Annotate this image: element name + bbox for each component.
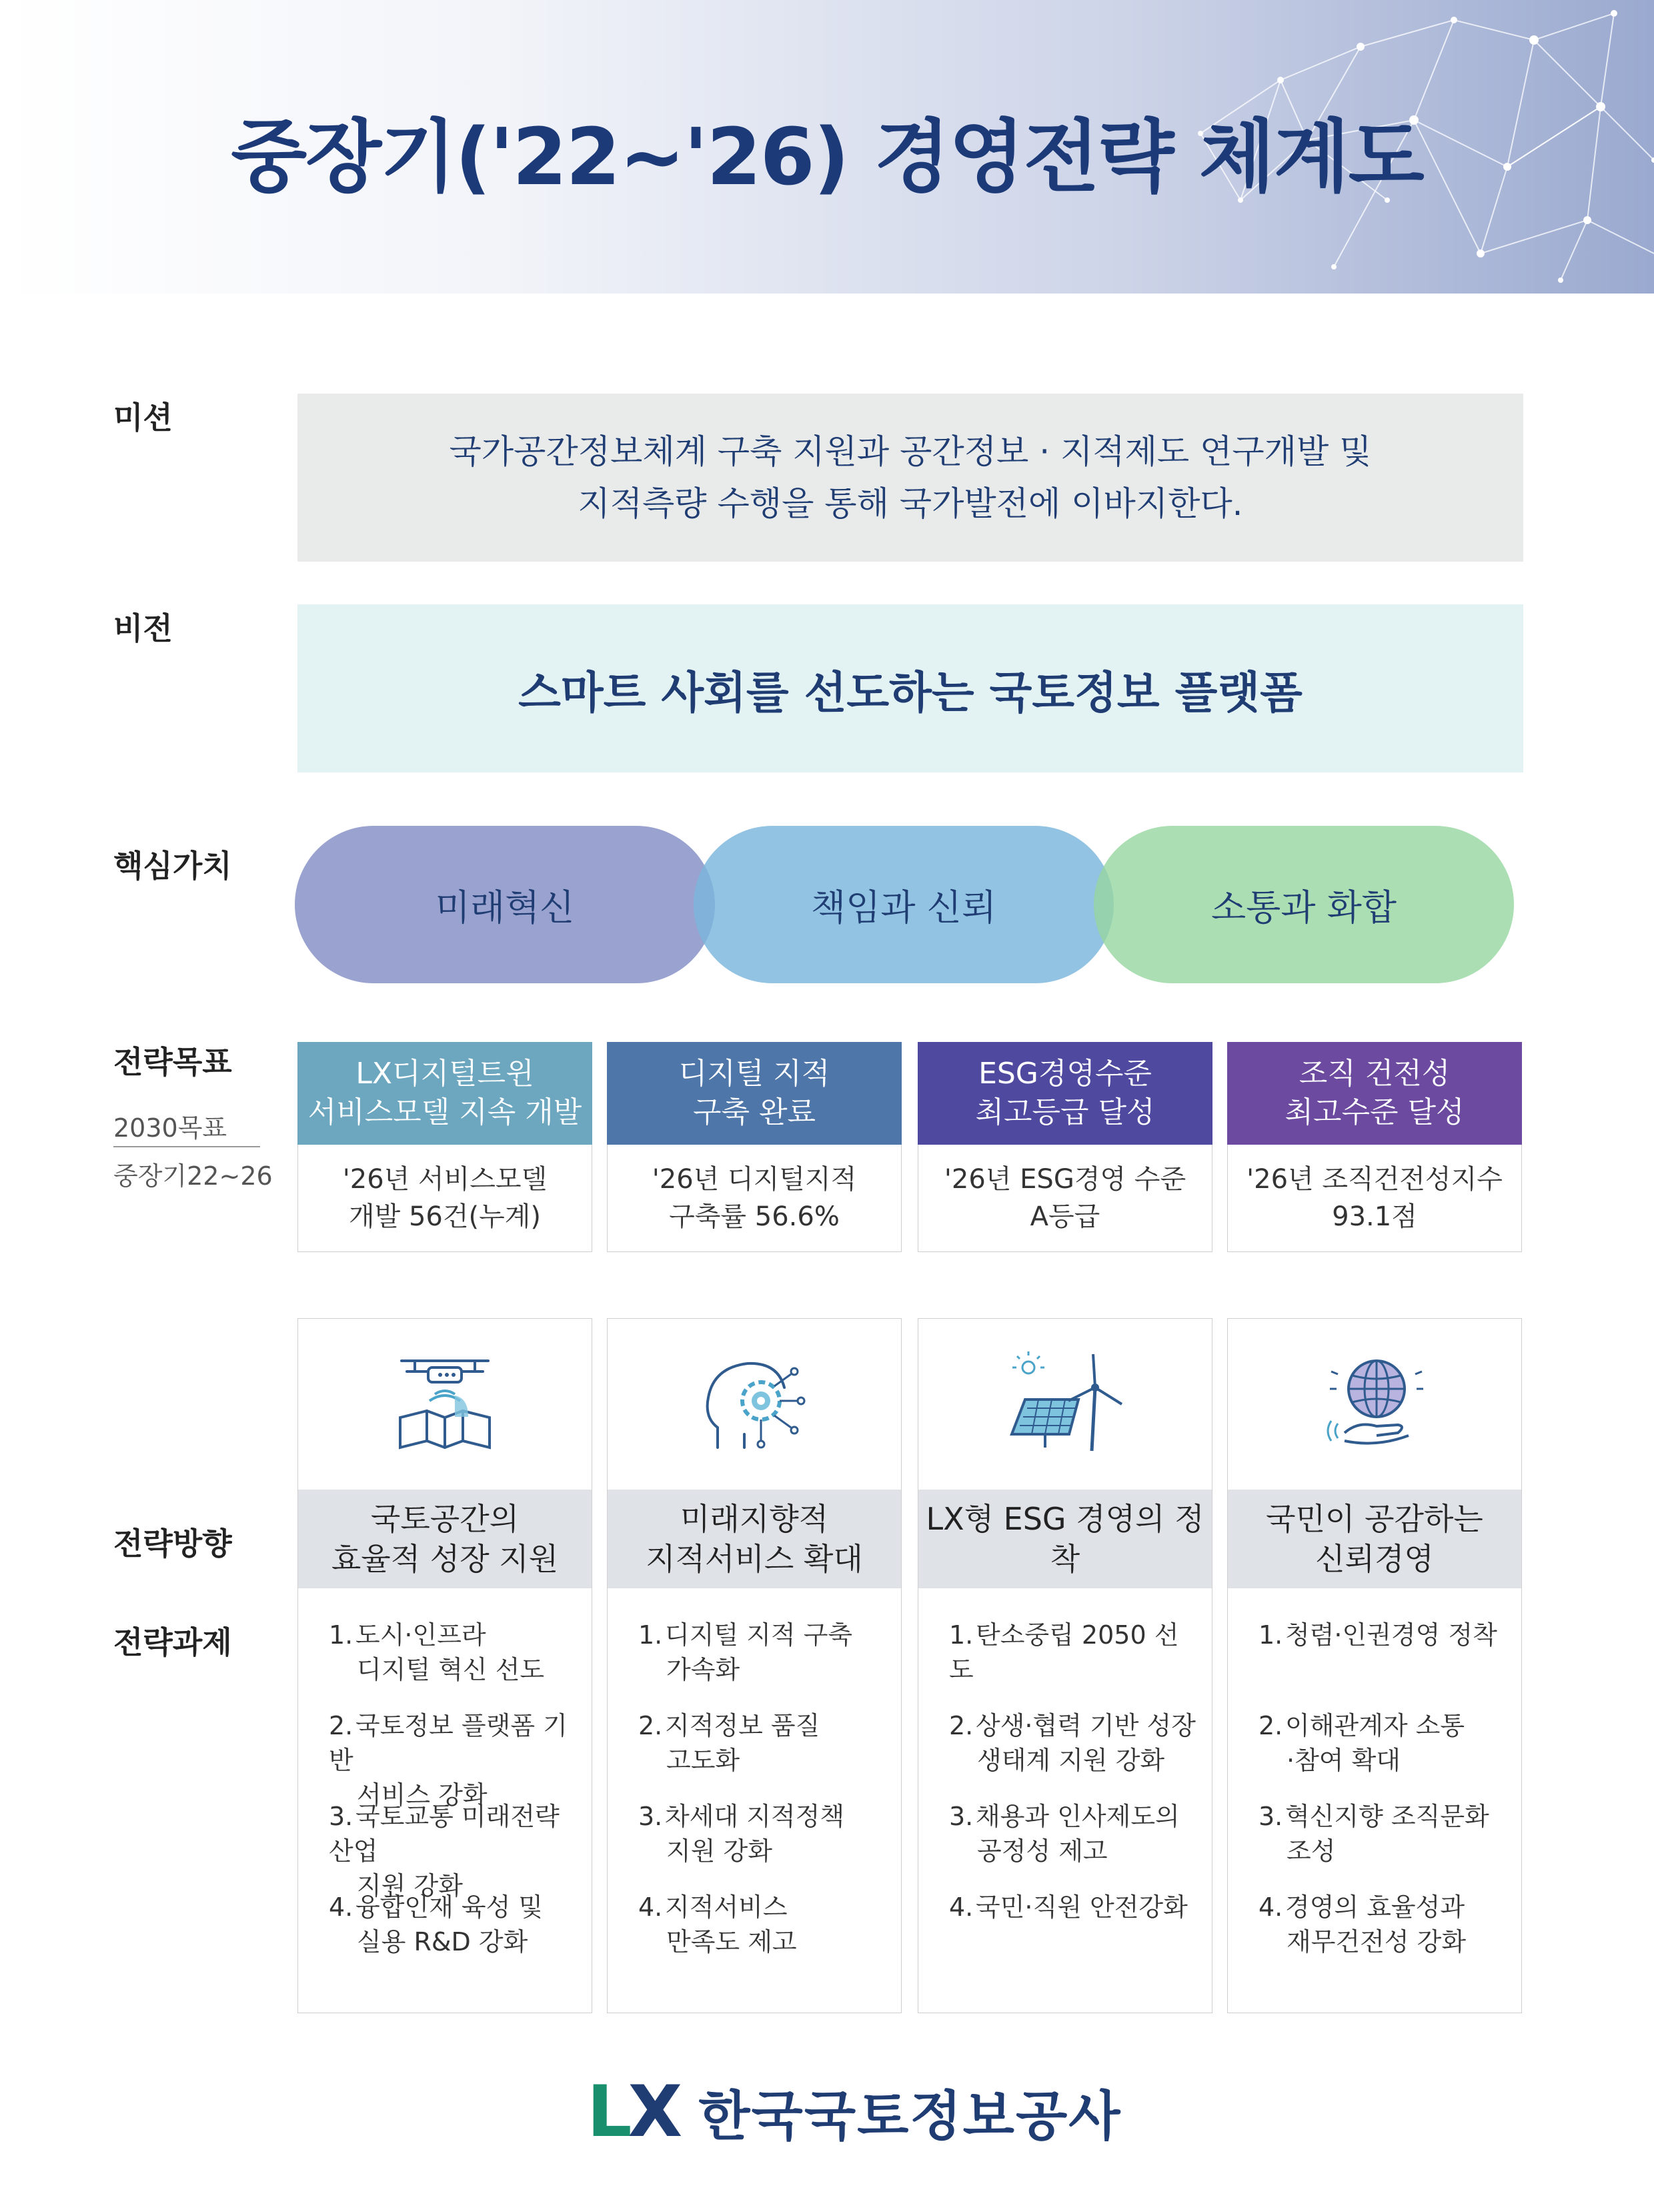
direction-head	[298, 1490, 592, 1588]
goal-head-line: 구축 완료	[692, 1095, 816, 1129]
task-item: 3.차세대 지적정책 지원 강화	[638, 1802, 845, 1866]
core-value-label: 미래혁신	[435, 886, 575, 929]
goal-head-line: LX디지털트윈	[355, 1057, 534, 1091]
task-item: 4.지적서비스 만족도 제고	[638, 1892, 797, 1957]
goal-head-line: ESG경영수준	[978, 1057, 1152, 1091]
task-item: 3.채용과 인사제도의 공정성 제고	[949, 1802, 1180, 1866]
task-item: 2.이해관계자 소통 ·참여 확대	[1259, 1711, 1465, 1775]
label-strategic-goals: 전략목표	[113, 1044, 232, 1080]
task-item: 2.국토정보 플랫폼 기반 서비스 강화	[329, 1711, 568, 1810]
goal-body-line: 개발 56건(누계)	[348, 1201, 542, 1232]
globe-hand-icon	[1318, 1347, 1431, 1461]
direction-head	[608, 1490, 901, 1588]
label-vision: 비전	[113, 610, 173, 646]
goal-body-2	[607, 1145, 902, 1252]
goal-head-1	[297, 1042, 592, 1145]
core-value-harmony	[1094, 826, 1514, 983]
goal-body-line: 구축률 56.6%	[669, 1201, 840, 1232]
header-banner	[0, 0, 1654, 294]
direction-column-1	[297, 1318, 592, 2013]
direction-head-line: 효율적 성장 지원	[331, 1541, 559, 1577]
label-divider	[113, 1146, 260, 1147]
direction-head	[1228, 1490, 1521, 1588]
task-item: 1.디지털 지적 구축 가속화	[638, 1620, 853, 1684]
page-title: 중장기('22~'26) 경영전략 체계도	[231, 111, 1423, 203]
lx-logo-mark: LX	[587, 2070, 679, 2153]
task-item: 4.융합인재 육성 및 실용 R&D 강화	[329, 1892, 544, 1957]
direction-column-3	[918, 1318, 1212, 2013]
task-item: 1.도시·인프라 디지털 혁신 선도	[329, 1620, 545, 1684]
goal-body-line: '26년 ESG경영 수준	[944, 1164, 1186, 1195]
direction-head-line: 미래지향적	[680, 1501, 829, 1537]
goal-body-line: '26년 디지털지적	[652, 1164, 857, 1195]
solar-wind-icon	[1005, 1347, 1125, 1461]
goal-head-line: 서비스모델 지속 개발	[307, 1095, 582, 1129]
core-value-responsibility	[694, 826, 1114, 983]
task-item: 4.경영의 효율성과 재무건전성 강화	[1259, 1892, 1467, 1957]
core-value-label: 소통과 화합	[1211, 886, 1397, 929]
mission-line-1: 국가공간정보체계 구축 지원과 공간정보 · 지적제도 연구개발 및	[449, 432, 1372, 471]
task-item: 1.탄소중립 2050 선도	[949, 1620, 1179, 1684]
goal-head-2	[607, 1042, 902, 1145]
direction-head-line: 국민이 공감하는	[1266, 1501, 1483, 1537]
task-item: 3.국토교통 미래전략산업 지원 강화	[329, 1802, 560, 1900]
task-item: 2.상생·협력 기반 성장 생태계 지원 강화	[949, 1711, 1196, 1775]
org-logo	[587, 2070, 1122, 2153]
label-goal-mid: 중장기22~26	[113, 1161, 273, 1191]
label-goal-2030: 2030목표	[113, 1113, 227, 1143]
goal-body-line: A등급	[1030, 1201, 1100, 1232]
core-value-label: 책임과 신뢰	[811, 886, 996, 929]
head-gear-icon	[698, 1347, 811, 1461]
mission-line-2: 지적측량 수행을 통해 국가발전에 이바지한다.	[578, 484, 1243, 523]
vision-text: 스마트 사회를 선도하는 국토정보 플랫폼	[518, 666, 1303, 718]
direction-column-2	[607, 1318, 902, 2013]
core-value-innovation	[295, 826, 715, 983]
direction-head-line: 국토공간의	[370, 1501, 520, 1537]
org-name: 한국국토정보공사	[698, 2085, 1122, 2147]
task-item: 4.국민·직원 안전강화	[949, 1892, 1188, 1922]
vision-box	[297, 604, 1523, 772]
direction-column-4	[1227, 1318, 1522, 2013]
drone-map-icon	[388, 1347, 502, 1461]
direction-head	[918, 1490, 1212, 1588]
goal-body-3	[918, 1145, 1212, 1252]
task-item: 3.혁신지향 조직문화 조성	[1259, 1802, 1489, 1866]
goal-body-line: 93.1점	[1332, 1201, 1417, 1232]
label-mission: 미션	[113, 400, 173, 436]
goal-head-line: 최고수준 달성	[1285, 1095, 1465, 1129]
direction-head-line: LX형 ESG 경영의 정착	[926, 1501, 1204, 1577]
goal-head-line: 최고등급 달성	[975, 1095, 1155, 1129]
goal-head-line: 디지털 지적	[678, 1057, 830, 1091]
goal-body-line: '26년 서비스모델	[342, 1164, 548, 1195]
goal-body-4	[1227, 1145, 1522, 1252]
task-item: 1.청렴·인권경영 정착	[1259, 1620, 1497, 1650]
mission-box	[297, 394, 1523, 562]
direction-head-line: 지적서비스 확대	[646, 1541, 863, 1577]
direction-head-line: 신뢰경영	[1315, 1541, 1434, 1577]
goal-head-3	[918, 1042, 1212, 1145]
label-strategic-direction: 전략방향	[113, 1526, 232, 1562]
goal-body-1	[297, 1145, 592, 1252]
goal-head-4	[1227, 1042, 1522, 1145]
goal-body-line: '26년 조직건전성지수	[1247, 1164, 1503, 1195]
goal-head-line: 조직 건전성	[1299, 1057, 1451, 1091]
task-item: 2.지적정보 품질 고도화	[638, 1711, 820, 1775]
label-strategic-tasks: 전략과제	[113, 1624, 232, 1660]
label-core-values: 핵심가치	[113, 848, 232, 884]
